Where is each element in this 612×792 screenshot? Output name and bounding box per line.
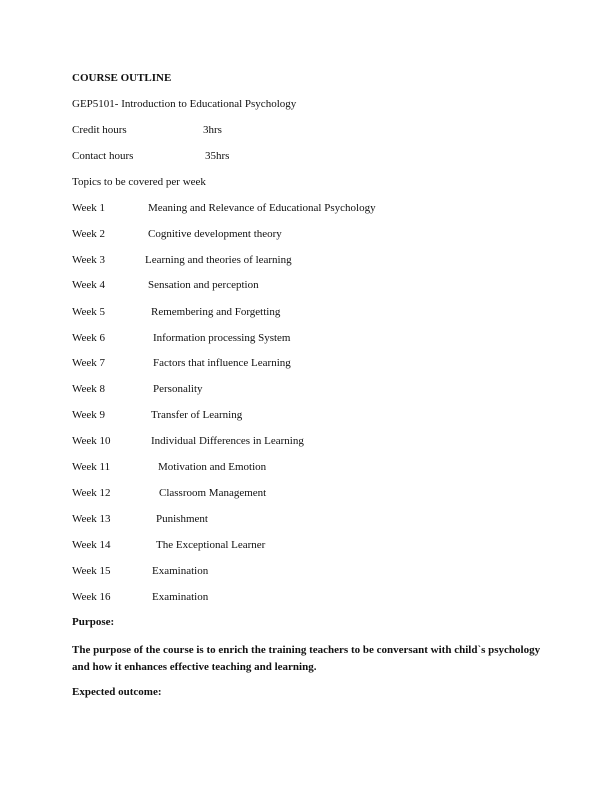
- week-label: Week 1: [72, 202, 106, 214]
- week-label: Week 12: [72, 487, 111, 499]
- week-label: Week 2: [72, 228, 106, 240]
- week-topic: Examination: [152, 591, 209, 603]
- week-label: Week 5: [72, 306, 106, 318]
- page-title: COURSE OUTLINE: [72, 72, 172, 84]
- week-label: Week 4: [72, 279, 106, 291]
- week-label: Week 8: [72, 383, 106, 395]
- course-title: GEP5101- Introduction to Educational Psychology: [72, 98, 297, 110]
- week-topic: Meaning and Relevance of Educational Psychology: [148, 202, 376, 214]
- purpose-heading: Purpose:: [72, 616, 115, 628]
- topics-intro: Topics to be covered per week: [72, 176, 206, 188]
- week-label: Week 15: [72, 565, 111, 577]
- week-label: Week 9: [72, 409, 106, 421]
- week-topic: Transfer of Learning: [151, 409, 243, 421]
- week-label: Week 14: [72, 539, 111, 551]
- contact-hours-label: Contact hours: [72, 150, 134, 162]
- week-label: Week 6: [72, 332, 106, 344]
- week-label: Week 10: [72, 435, 111, 447]
- week-label: Week 3: [72, 254, 106, 266]
- week-topic: Individual Differences in Learning: [151, 435, 304, 447]
- expected-outcome-heading: Expected outcome:: [72, 686, 162, 698]
- purpose-paragraph: The purpose of the course is to enrich the training teachers to be conversant with child`s psychology and how it enhances effective teaching and learning.: [72, 644, 541, 673]
- week-label: Week 11: [72, 461, 111, 473]
- contact-hours-value: 35hrs: [205, 150, 230, 162]
- credit-hours-label: Credit hours: [72, 124, 127, 136]
- week-topic: Motivation and Emotion: [158, 461, 267, 473]
- week-topic: The Exceptional Learner: [156, 539, 266, 551]
- week-topic: Personality: [153, 383, 203, 395]
- week-label: Week 16: [72, 591, 111, 603]
- week-label: Week 13: [72, 513, 111, 525]
- week-label: Week 7: [72, 357, 106, 369]
- credit-hours-value: 3hrs: [203, 124, 222, 136]
- week-topic: Sensation and perception: [148, 279, 259, 291]
- week-topic: Factors that influence Learning: [153, 357, 291, 369]
- week-topic: Examination: [152, 565, 209, 577]
- week-topic: Remembering and Forgetting: [151, 306, 281, 318]
- week-topic: Learning and theories of learning: [145, 254, 292, 266]
- week-topic: Information processing System: [153, 332, 291, 344]
- week-topic: Cognitive development theory: [148, 228, 282, 240]
- week-topic: Classroom Management: [159, 487, 267, 499]
- week-topic: Punishment: [156, 513, 208, 525]
